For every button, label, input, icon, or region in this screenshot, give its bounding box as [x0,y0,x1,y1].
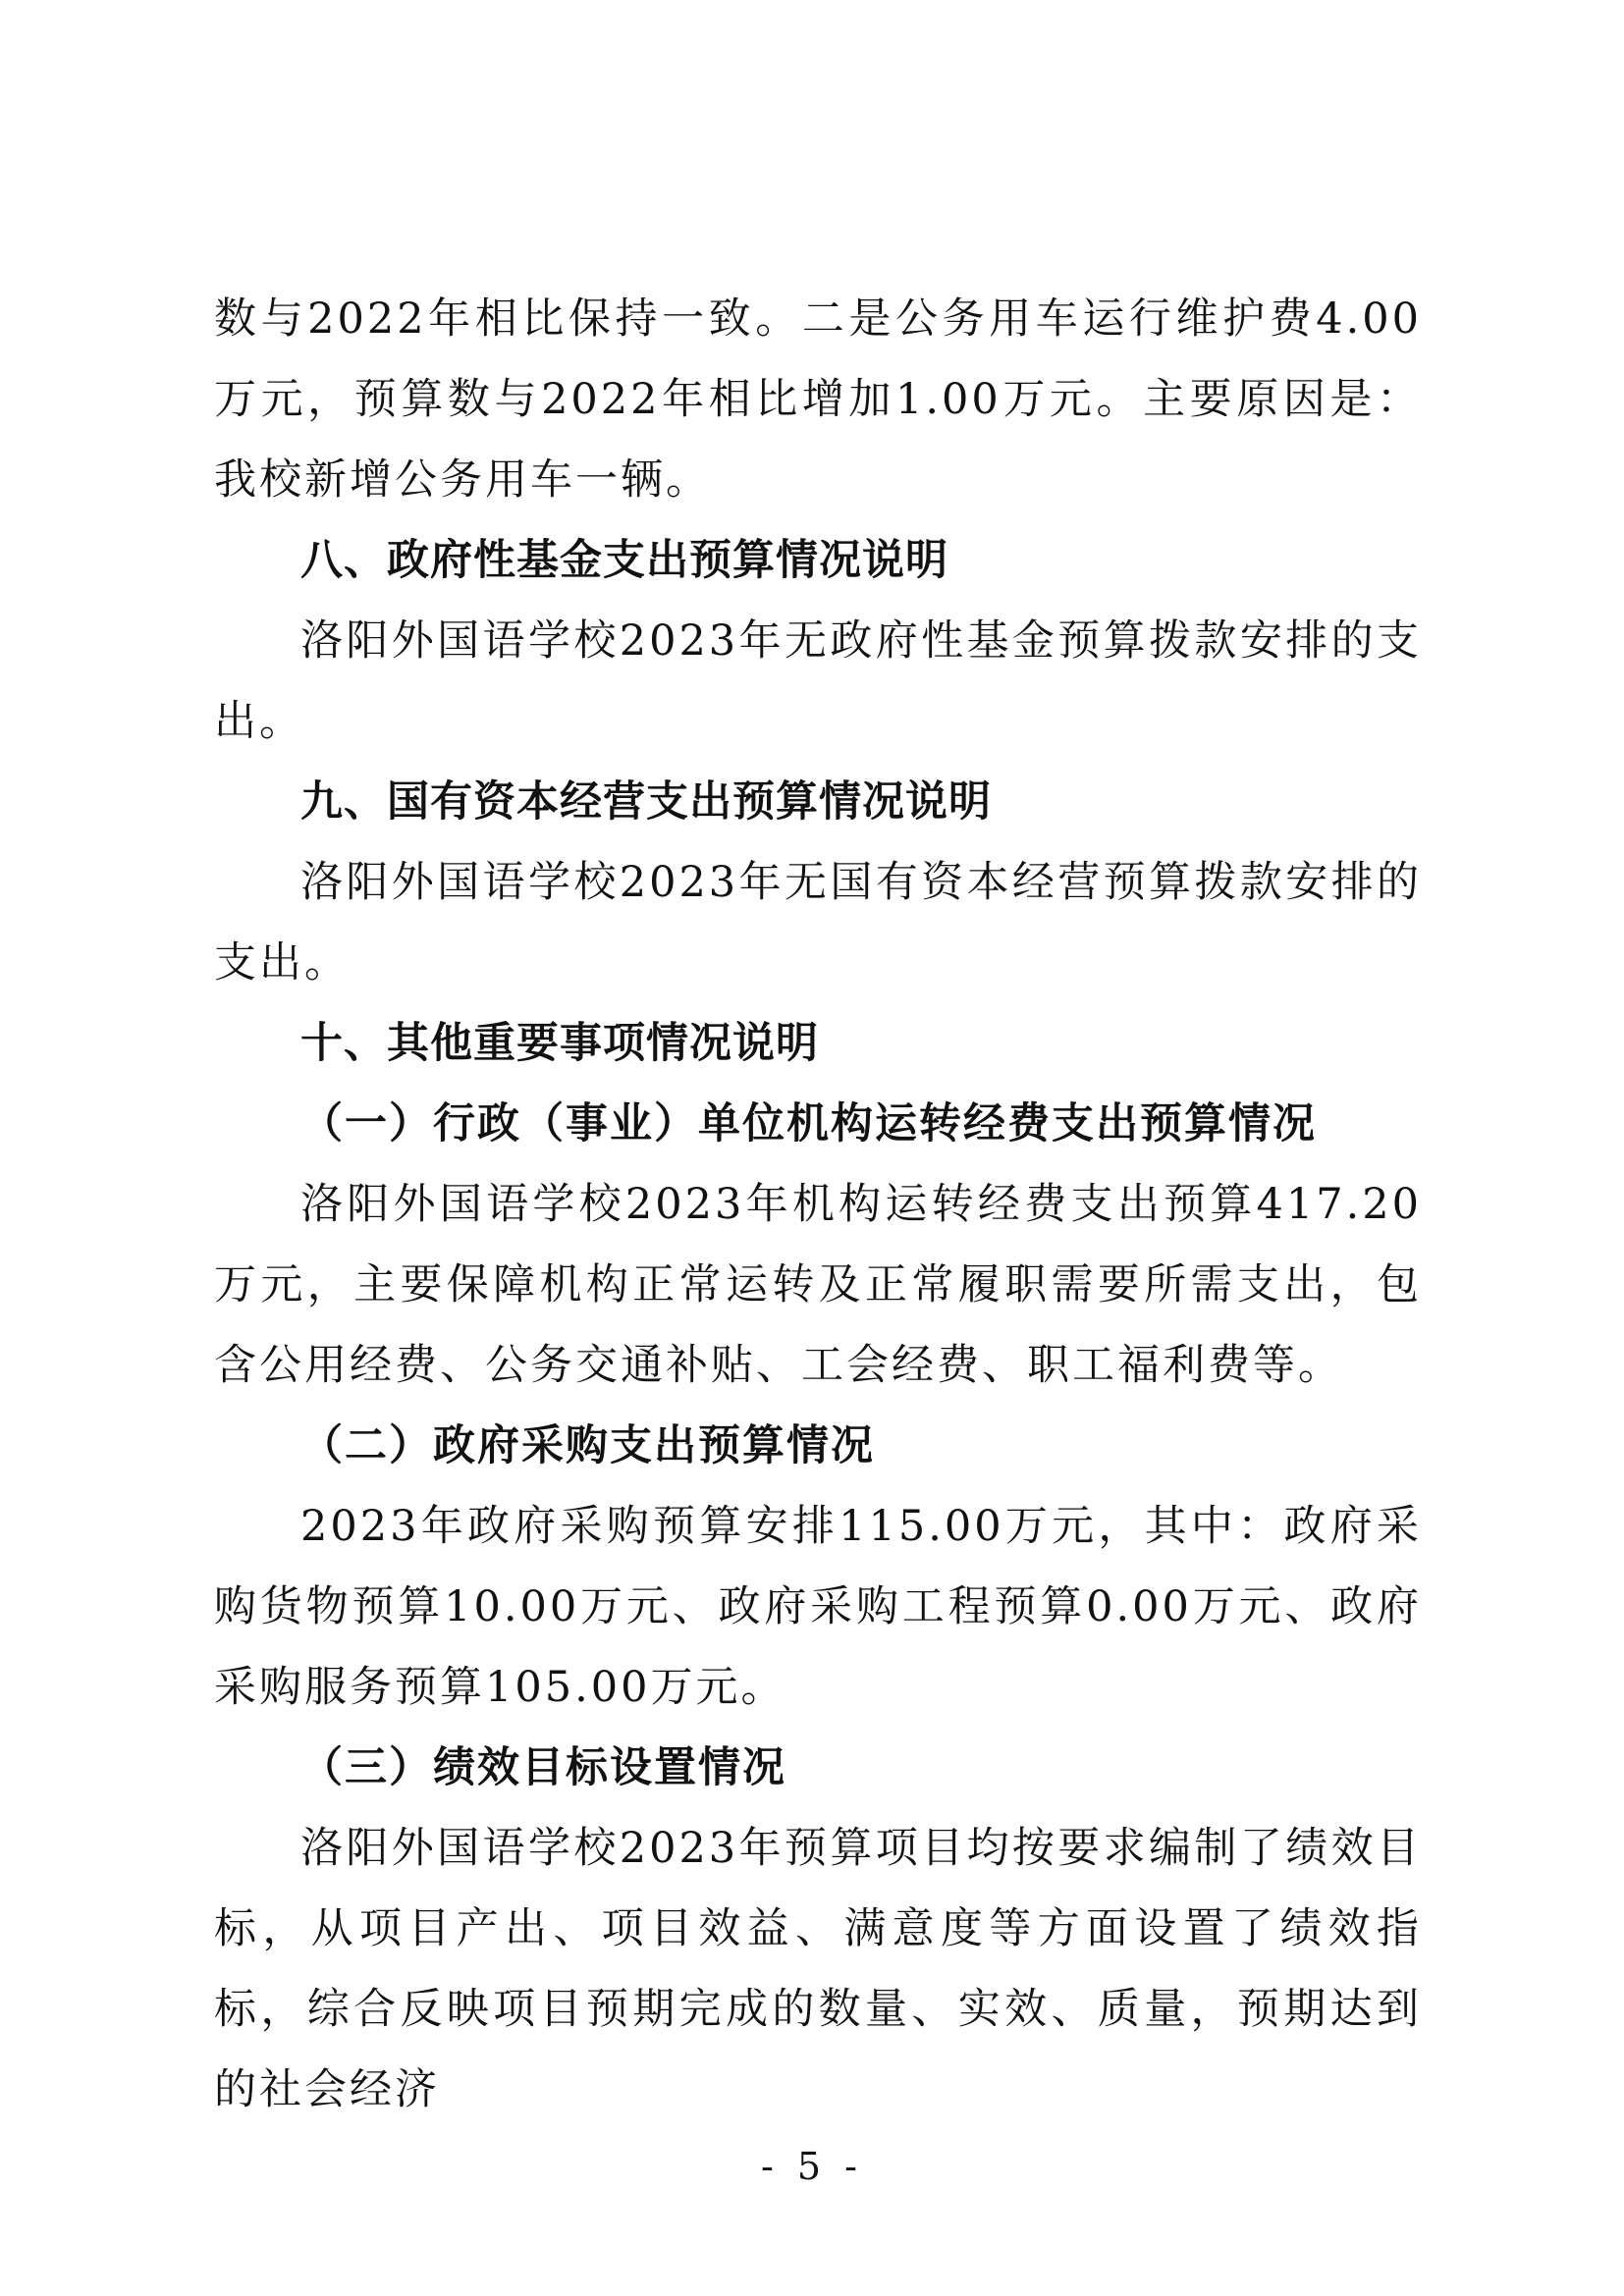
paragraph-subsection-1: 洛阳外国语学校2023年机构运转经费支出预算417.20万元，主要保障机构正常运转及正常履职需要所需支出，包含公用经费、公务交通补贴、工会经费、职工福利费等。 [214,1180,1422,1390]
subsection-heading-1: （一）行政（事业）单位机构运转经费支出预算情况 [300,1099,1317,1148]
document-body [214,279,1422,2130]
section-heading-10: 十、其他重要事项情况说明 [300,1019,819,1068]
paragraph-subsection-3: 洛阳外国语学校2023年预算项目均按要求编制了绩效目标，从项目产出、项目效益、满意度等方面设置了绩效指标，综合反映项目预期完成的数量、实效、质量，预期达到的社会经济 [214,1824,1422,2114]
section-heading-9: 九、国有资本经营支出预算情况说明 [300,777,992,827]
page-number: - 5 - [760,2145,863,2188]
paragraph-continuation: 数与2022年相比保持一致。二是公务用车运行维护费4.00万元，预算数与2022年相比增加1.00万元。主要原因是：我校新增公务用车一辆。 [214,294,1422,505]
paragraph-subsection-2: 2023年政府采购预算安排115.00万元，其中：政府采购货物预算10.00万元、政府采购工程预算0.00万元、政府采购服务预算105.00万元。 [214,1502,1422,1712]
paragraph-section-9: 洛阳外国语学校2023年无国有资本经营预算拨款安排的支出。 [214,858,1422,988]
subsection-heading-2: （二）政府采购支出预算情况 [300,1421,875,1470]
paragraph-section-8: 洛阳外国语学校2023年无政府性基金预算拨款安排的支出。 [214,616,1422,746]
section-heading-8: 八、政府性基金支出预算情况说明 [300,536,948,585]
subsection-heading-3: （三）绩效目标设置情况 [300,1743,786,1792]
